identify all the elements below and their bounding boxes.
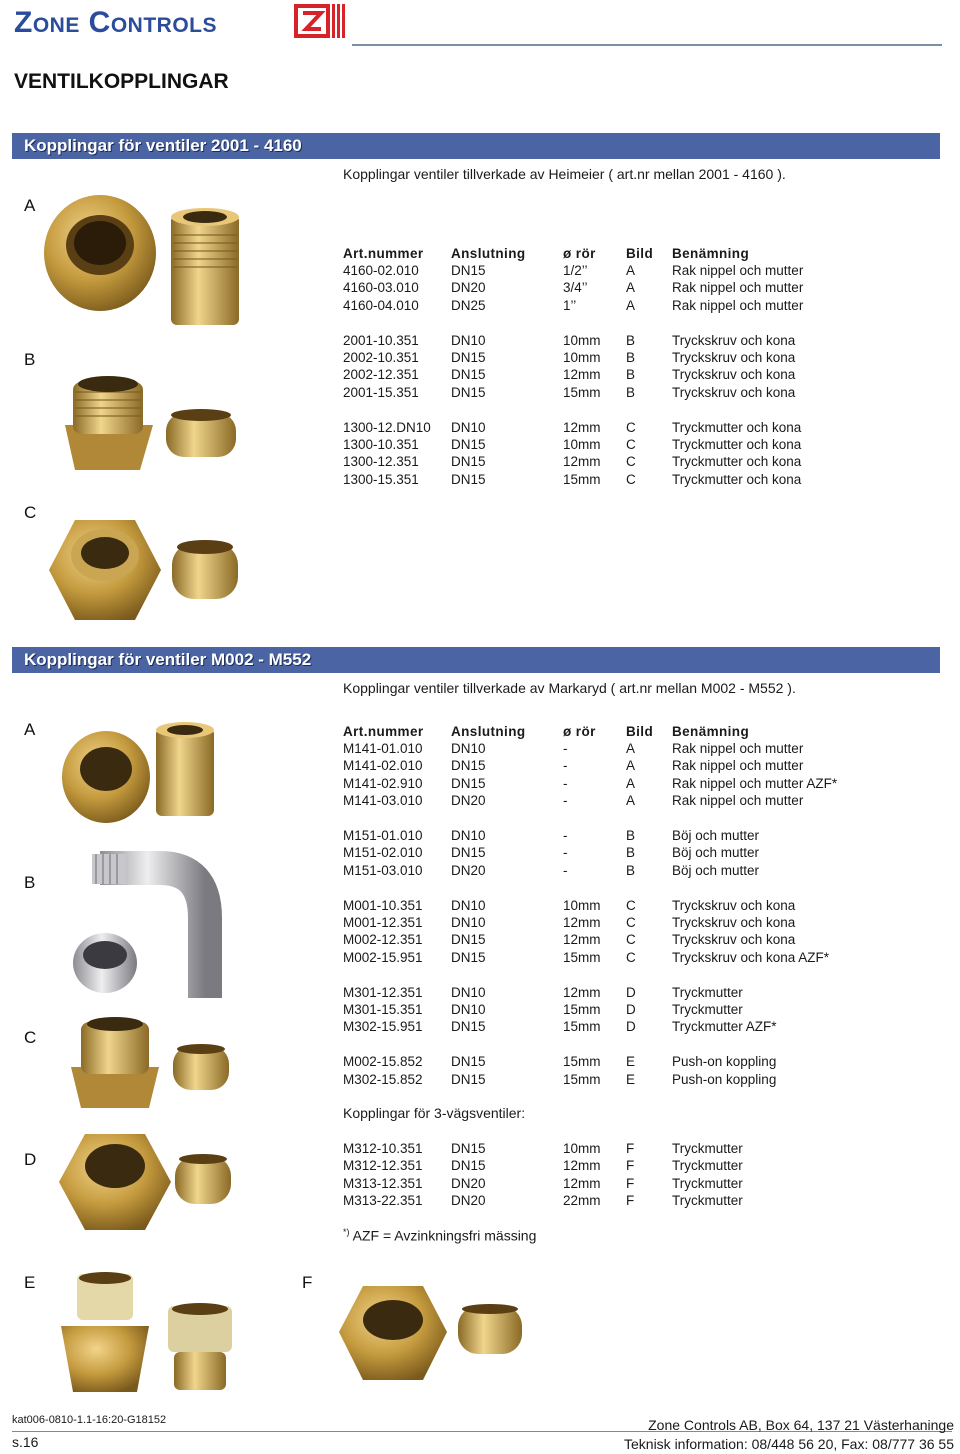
cell-bild: D xyxy=(626,1002,636,1017)
cell-ror: 1/2’’ xyxy=(563,263,588,278)
pressure-screw-photo-2 xyxy=(65,1012,165,1112)
cell-ror: 22mm xyxy=(563,1193,601,1209)
cell-anslutning: DN10 xyxy=(451,419,486,435)
cell-art-nummer: M001-12.351 xyxy=(343,915,423,930)
cell-art-nummer: M002-12.351 xyxy=(343,932,423,948)
cell-art-nummer: 1300-12.DN10 xyxy=(343,419,431,435)
cell-anslutning: DN15 xyxy=(451,1158,486,1174)
push-on-nipple-photo xyxy=(160,1300,240,1395)
cell-art-nummer: M302-15.852 xyxy=(343,1071,423,1087)
cell-bild: B xyxy=(626,862,636,878)
cell-art-nummer: 2001-15.351 xyxy=(343,384,419,400)
figure-label-b: B xyxy=(24,350,36,369)
cell-art-nummer: M313-22.351 xyxy=(343,1193,423,1209)
cell-anslutning: DN15 xyxy=(451,263,486,278)
cell-anslutning: DN15 xyxy=(451,471,486,487)
cell-bild: B xyxy=(626,828,636,843)
cell-anslutning: DN10 xyxy=(451,828,486,843)
cell-benamning: Tryckskruv och kona xyxy=(672,915,796,930)
cell-art-nummer: M301-12.351 xyxy=(343,984,423,1000)
cell-benamning: Tryckskruv och kona xyxy=(672,897,796,913)
push-on-nut-photo xyxy=(55,1268,155,1398)
cell-bild: A xyxy=(626,280,636,296)
cell-art-nummer: M141-02.910 xyxy=(343,775,423,791)
cell-art-nummer: 4160-02.010 xyxy=(343,263,419,278)
cell-ror: 12mm xyxy=(563,419,601,435)
figure-label-b: B xyxy=(24,873,36,892)
cell-art-nummer: M002-15.951 xyxy=(343,949,423,965)
brand-logo-text: Zone Controls xyxy=(14,6,217,39)
cell-ror: 1’’ xyxy=(563,297,577,313)
cell-ror: 12mm xyxy=(563,454,601,470)
col-art-nummer: Art.nummer xyxy=(343,724,424,739)
cell-ror: 3/4’’ xyxy=(563,280,588,296)
cell-art-nummer: 2002-10.351 xyxy=(343,350,419,365)
cell-art-nummer: M302-15.951 xyxy=(343,1019,423,1035)
pressure-nut-photo-2 xyxy=(55,1130,175,1235)
cell-ror: - xyxy=(563,741,568,756)
cell-art-nummer: 1300-12.351 xyxy=(343,454,419,470)
cone-ring-photo xyxy=(162,405,240,465)
cell-anslutning: DN15 xyxy=(451,775,486,791)
cell-bild: A xyxy=(626,793,636,809)
cell-benamning: Rak nippel och mutter xyxy=(672,793,804,809)
cell-bild: E xyxy=(626,1071,636,1087)
cell-benamning: Tryckskruv och kona xyxy=(672,932,796,948)
section-heading-m002-m552: Kopplingar för ventiler M002 - M552 xyxy=(12,647,940,673)
cell-bild: C xyxy=(626,419,636,435)
cone-ring-photo-2 xyxy=(168,535,243,605)
logo-stripes-icon xyxy=(332,4,348,38)
cell-benamning: Tryckmutter AZF* xyxy=(672,1019,777,1035)
col-bild: Bild xyxy=(626,724,654,739)
col-art-nummer: Art.nummer xyxy=(343,246,424,261)
cell-art-nummer: M313-12.351 xyxy=(343,1175,423,1191)
cell-bild: A xyxy=(626,775,636,791)
cell-benamning: Tryckskruv och kona xyxy=(672,332,796,348)
cell-bild: D xyxy=(626,1019,636,1035)
cell-bild: C xyxy=(626,915,636,930)
nipple-photo-2 xyxy=(150,718,220,820)
col-benamning: Benämning xyxy=(672,724,750,739)
cell-anslutning: DN10 xyxy=(451,741,486,756)
cell-benamning: Rak nippel och mutter xyxy=(672,297,804,313)
tech-contact: Teknisk information: 08/448 56 20, Fax: 08/777 36 55 xyxy=(624,1436,954,1452)
cell-ror: 15mm xyxy=(563,949,601,965)
cell-bild: F xyxy=(626,1175,635,1191)
figure-label-c: C xyxy=(24,1028,37,1047)
cell-bild: B xyxy=(626,845,636,861)
cell-bild: C xyxy=(626,454,636,470)
figure-label-c: C xyxy=(24,503,37,522)
cell-benamning: Tryckmutter xyxy=(672,1002,743,1017)
col-anslutning: Anslutning xyxy=(451,246,526,261)
cell-anslutning: DN15 xyxy=(451,845,486,861)
cell-benamning: Tryckmutter xyxy=(672,1158,743,1174)
cell-anslutning: DN10 xyxy=(451,1002,486,1017)
cell-benamning: Tryckskruv och kona xyxy=(672,384,796,400)
cell-benamning: Tryckmutter och kona xyxy=(672,437,802,452)
cell-benamning: Tryckmutter och kona xyxy=(672,454,802,470)
cell-art-nummer: 1300-10.351 xyxy=(343,437,419,452)
cell-ror: - xyxy=(563,845,568,861)
col-ror: ø rör xyxy=(563,246,596,261)
cell-anslutning: DN15 xyxy=(451,367,486,383)
cell-anslutning: DN10 xyxy=(451,897,486,913)
cell-art-nummer: M312-12.351 xyxy=(343,1158,423,1174)
cell-anslutning: DN15 xyxy=(451,437,486,452)
cell-benamning: Push-on koppling xyxy=(672,1054,777,1070)
cell-art-nummer: M001-10.351 xyxy=(343,897,423,913)
cell-bild: A xyxy=(626,758,636,774)
cell-ror: - xyxy=(563,793,568,809)
cell-bild: B xyxy=(626,332,636,348)
cell-anslutning: DN25 xyxy=(451,297,486,313)
cell-art-nummer: 2001-10.351 xyxy=(343,332,419,348)
cell-ror: 15mm xyxy=(563,1071,601,1087)
col-ror: ø rör xyxy=(563,724,596,739)
cell-bild: D xyxy=(626,984,636,1000)
cell-anslutning: DN15 xyxy=(451,384,486,400)
chrome-nut-photo xyxy=(70,925,140,995)
cell-anslutning: DN20 xyxy=(451,1175,486,1191)
figure-label-d: D xyxy=(24,1150,37,1169)
cell-anslutning: DN15 xyxy=(451,1019,486,1035)
cone-ring-photo-3 xyxy=(170,1040,232,1095)
cell-ror: 12mm xyxy=(563,1158,601,1174)
cell-bild: C xyxy=(626,932,636,948)
footnote xyxy=(343,1227,536,1244)
cell-anslutning: DN10 xyxy=(451,915,486,930)
cell-art-nummer: M002-15.852 xyxy=(343,1054,423,1070)
three-way-ring-photo xyxy=(455,1300,525,1360)
cell-ror: 12mm xyxy=(563,367,601,383)
cell-benamning: Böj och mutter xyxy=(672,862,760,878)
cell-benamning: Tryckmutter och kona xyxy=(672,471,802,487)
cell-benamning: Tryckmutter xyxy=(672,1193,743,1209)
cell-benamning: Tryckmutter och kona xyxy=(672,419,802,435)
header-divider xyxy=(352,44,942,46)
cell-anslutning: DN15 xyxy=(451,758,486,774)
cell-anslutning: DN20 xyxy=(451,1193,486,1209)
cell-art-nummer: 2002-12.351 xyxy=(343,367,419,383)
three-way-nut-photo xyxy=(335,1280,450,1385)
cell-bild: F xyxy=(626,1193,635,1209)
cell-art-nummer: M151-02.010 xyxy=(343,845,423,861)
cell-anslutning: DN20 xyxy=(451,793,486,809)
cell-anslutning: DN10 xyxy=(451,984,486,1000)
pressure-screw-photo xyxy=(55,370,160,475)
page-number: s.16 xyxy=(12,1434,39,1450)
figure-label-a: A xyxy=(24,196,36,215)
cell-benamning: Rak nippel och mutter xyxy=(672,280,804,296)
cell-ror: - xyxy=(563,862,568,878)
cell-anslutning: DN20 xyxy=(451,862,486,878)
cell-bild: B xyxy=(626,367,636,383)
cell-ror: 15mm xyxy=(563,1054,601,1070)
col-anslutning: Anslutning xyxy=(451,724,526,739)
cell-anslutning: DN15 xyxy=(451,932,486,948)
cell-bild: B xyxy=(626,384,636,400)
cell-art-nummer: 1300-15.351 xyxy=(343,471,419,487)
cell-benamning: Böj och mutter xyxy=(672,845,760,861)
cell-ror: 12mm xyxy=(563,915,601,930)
cell-anslutning: DN10 xyxy=(451,332,486,348)
cell-anslutning: DN15 xyxy=(451,350,486,365)
cell-art-nummer: M151-03.010 xyxy=(343,862,423,878)
cell-benamning: Tryckskruv och kona AZF* xyxy=(672,949,830,965)
cell-bild: A xyxy=(626,263,636,278)
cell-bild: C xyxy=(626,897,636,913)
cell-ror: 15mm xyxy=(563,1002,601,1017)
col-bild: Bild xyxy=(626,246,654,261)
cell-art-nummer: 4160-04.010 xyxy=(343,297,419,313)
cell-bild: C xyxy=(626,471,636,487)
cone-ring-photo-4 xyxy=(172,1150,234,1208)
nipple-photo xyxy=(165,205,245,335)
cell-benamning: Rak nippel och mutter xyxy=(672,263,804,278)
cell-bild: F xyxy=(626,1158,635,1174)
document-code: kat006-0810-1.1-16:20-G18152 xyxy=(12,1414,167,1426)
cell-benamning: Tryckmutter xyxy=(672,1175,743,1191)
cell-bild: F xyxy=(626,1141,635,1156)
cell-art-nummer: M141-03.010 xyxy=(343,793,423,809)
cell-benamning: Tryckmutter xyxy=(672,1141,743,1156)
footnote-mark: *) xyxy=(343,1227,350,1237)
cell-art-nummer: M151-01.010 xyxy=(343,828,423,843)
cell-art-nummer: 4160-03.010 xyxy=(343,280,419,296)
page-title: VENTILKOPPLINGAR xyxy=(14,70,229,93)
cell-bild: C xyxy=(626,437,636,452)
cell-benamning: Tryckskruv och kona xyxy=(672,350,796,365)
zone-controls-logo-icon xyxy=(294,4,330,38)
cell-bild: A xyxy=(626,297,636,313)
nut-photo xyxy=(40,185,160,315)
nut-photo-2 xyxy=(60,725,152,825)
cell-ror: 10mm xyxy=(563,332,601,348)
cell-ror: - xyxy=(563,758,568,774)
cell-ror: 12mm xyxy=(563,984,601,1000)
cell-ror: 10mm xyxy=(563,437,601,452)
cell-anslutning: DN15 xyxy=(451,1054,486,1070)
cell-ror: 10mm xyxy=(563,350,601,365)
figure-label-e: E xyxy=(24,1273,36,1292)
cell-anslutning: DN20 xyxy=(451,280,486,296)
company-address: Zone Controls AB, Box 64, 137 21 Västerhaninge xyxy=(648,1417,954,1433)
cell-benamning: Tryckmutter xyxy=(672,984,743,1000)
cell-benamning: Rak nippel och mutter xyxy=(672,758,804,774)
cell-anslutning: DN15 xyxy=(451,1071,486,1087)
section1-intro: Kopplingar ventiler tillverkade av Heimeier ( art.nr mellan 2001 - 4160 ). xyxy=(343,166,786,182)
col-benamning: Benämning xyxy=(672,246,750,261)
section2-intro: Kopplingar ventiler tillverkade av Markaryd ( art.nr mellan M002 - M552 ). xyxy=(343,680,796,696)
footnote-text: AZF = Avzinkningsfri mässing xyxy=(349,1227,537,1244)
cell-bild: E xyxy=(626,1054,636,1070)
cell-art-nummer: M301-15.351 xyxy=(343,1002,423,1017)
cell-art-nummer: M141-01.010 xyxy=(343,741,423,756)
cell-art-nummer: M312-10.351 xyxy=(343,1141,423,1156)
cell-benamning: Tryckskruv och kona xyxy=(672,367,796,383)
cell-ror: 10mm xyxy=(563,1141,601,1156)
cell-anslutning: DN15 xyxy=(451,949,486,965)
cell-anslutning: DN15 xyxy=(451,1141,486,1156)
cell-ror: - xyxy=(563,775,568,791)
cell-ror: 12mm xyxy=(563,1175,601,1191)
cell-benamning: Push-on koppling xyxy=(672,1071,777,1087)
cell-bild: B xyxy=(626,350,636,365)
cell-benamning: Böj och mutter xyxy=(672,828,760,843)
figure-label-f: F xyxy=(302,1273,313,1292)
cell-art-nummer: M141-02.010 xyxy=(343,758,423,774)
figure-label-a: A xyxy=(24,720,36,739)
cell-anslutning: DN15 xyxy=(451,454,486,470)
pressure-nut-photo xyxy=(45,515,165,625)
cell-ror: 15mm xyxy=(563,384,601,400)
cell-ror: 15mm xyxy=(563,1019,601,1035)
section-heading-2001-4160: Kopplingar för ventiler 2001 - 4160 xyxy=(12,133,940,159)
cell-benamning: Rak nippel och mutter xyxy=(672,741,804,756)
cell-bild: A xyxy=(626,741,636,756)
cell-ror: 15mm xyxy=(563,471,601,487)
cell-ror: - xyxy=(563,828,568,843)
cell-benamning: Rak nippel och mutter AZF* xyxy=(672,775,838,791)
cell-ror: 10mm xyxy=(563,897,601,913)
cell-ror: 12mm xyxy=(563,932,601,948)
three-way-label: Kopplingar för 3-vägsventiler: xyxy=(343,1105,526,1121)
cell-bild: C xyxy=(626,949,636,965)
